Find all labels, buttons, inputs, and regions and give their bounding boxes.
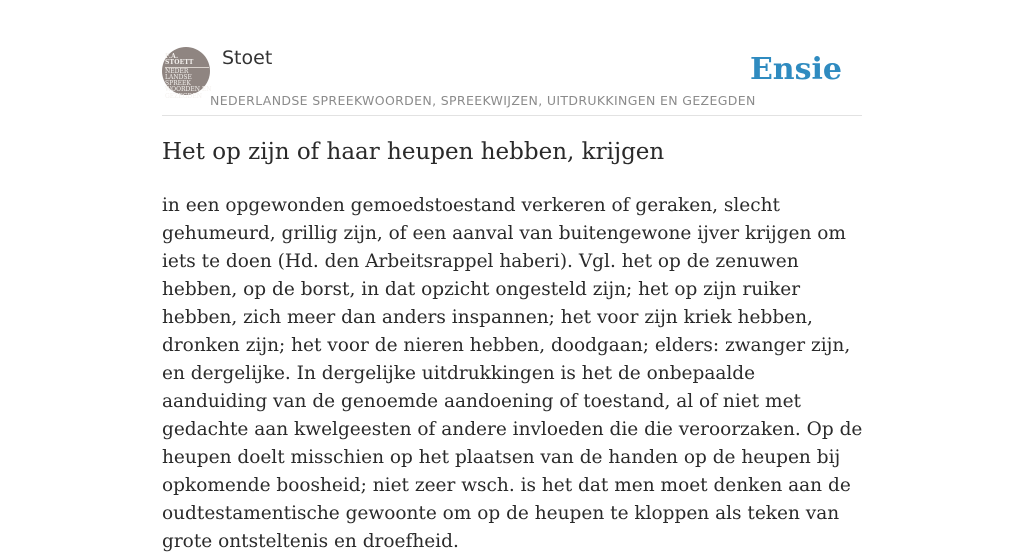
author-name[interactable]: Stoet	[222, 47, 273, 69]
entry-definition: in een opgewonden gemoedstoestand verkeren of geraken, slecht gehumeurd, grillig zijn, of een aanval van buitengewone ijver krijgen om iets te doen (Hd. den Arbeitsrappel haberi). Vgl. het op de zenuwen hebben, op de borst, in dat opzicht ongesteld zijn; het op zijn ruiker hebben, zich meer dan anders inspannen; het voor zijn kriek hebben, dronken zijn; het voor de nieren hebben, doodgaan; elders: zwanger zijn, en dergelijke. In dergelijke uitdrukkingen is het de onbepaalde aanduiding van de genoemde aandoening of toestand, al of niet met gedachte aan kwelgeesten of andere invloeden die die veroorzaken. Op de heupen doelt misschien op het plaatsen van de handen op de heupen bij opkomende boosheid; niet zeer wsch. is het dat men moet denken aan de oudtestamentische gewoonte om op de heupen te kloppen als teken van grote ontsteltenis en droefheid.	[162, 195, 863, 552]
brand-logo[interactable]: Ensie	[749, 52, 842, 87]
avatar-text-line: F.A. STOETT	[165, 54, 209, 68]
header	[162, 46, 862, 116]
author-avatar[interactable]	[162, 47, 212, 100]
page	[162, 0, 863, 552]
avatar-text-line: WOORDEN EN	[165, 86, 212, 94]
avatar-text-line: NEDER	[165, 67, 189, 75]
avatar-text-line: LANDSE	[165, 73, 192, 81]
avatar-text-line: GEZEGDEN	[165, 92, 202, 100]
entry-title: Het op zijn of haar heupen hebben, krijgen	[162, 139, 665, 165]
avatar-text-line: SPREEK	[165, 80, 191, 88]
source-subtitle[interactable]: NEDERLANDSE SPREEKWOORDEN, SPREEKWIJZEN, UITDRUKKINGEN EN GEZEGDEN	[210, 93, 756, 108]
